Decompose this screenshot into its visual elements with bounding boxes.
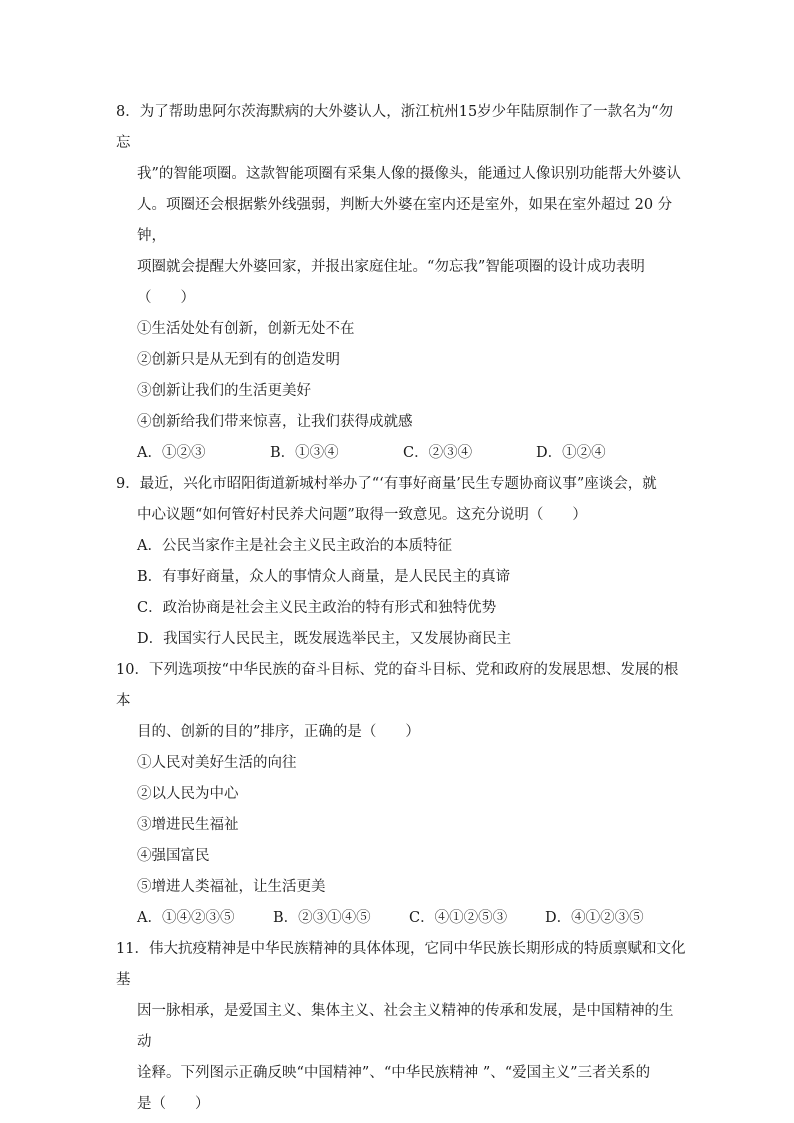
- statement-2: ②以人民为中心: [137, 786, 239, 802]
- stem-line: 因一脉相承，是爱国主义、集体主义、社会主义精神的传承和发展，是中国精神的生动: [137, 1003, 674, 1050]
- choice-c[interactable]: C．②③④: [403, 445, 473, 461]
- stem-line: 人。项圈还会根据紫外线强弱，判断大外婆在室内还是室外，如果在室外超过 20 分钟，: [137, 197, 673, 244]
- choice-c[interactable]: C．④①②⑤③: [409, 910, 508, 926]
- statement-4: ④创新给我们带来惊喜，让我们获得成就感: [137, 414, 413, 430]
- choice-d[interactable]: D．④①②③⑤: [545, 910, 644, 926]
- choice-a[interactable]: A．①④②③⑤: [137, 910, 235, 926]
- stem-line: 是（ ）: [137, 1096, 210, 1112]
- question-10: [116, 655, 686, 934]
- answer-choices: [116, 438, 686, 469]
- question-stem: 11．伟大抗疫精神是中华民族精神的具体体现，它同中华民族长期形成的特质禀赋和文化基: [116, 941, 686, 988]
- answer-choices: [116, 903, 686, 934]
- question-stem: 8．为了帮助患阿尔茨海默病的大外婆认人，浙江杭州15岁少年陆原制作了一款名为“勿忘: [116, 104, 674, 151]
- choice-a[interactable]: A．①②③: [137, 445, 206, 461]
- question-stem: 10．下列选项按“中华民族的奋斗目标、党的奋斗目标、党和政府的发展思想、发展的根本: [116, 662, 679, 709]
- option-c[interactable]: C．政治协商是社会主义民主政治的特有形式和独特优势: [137, 600, 497, 616]
- statement-4: ④强国富民: [137, 848, 210, 864]
- choice-d[interactable]: D．①②④: [536, 445, 606, 461]
- choice-b[interactable]: B．②③①④⑤: [273, 910, 371, 926]
- stem-line: 我”的智能项圈。这款智能项圈有采集人像的摄像头，能通过人像识别功能帮大外婆认: [137, 166, 681, 182]
- choice-b[interactable]: B．①③④: [270, 445, 339, 461]
- statement-5: ⑤增进人类福祉，让生活更美: [137, 879, 326, 895]
- question-stem: 9．最近，兴化市昭阳街道新城村举办了“‘有事好商量’民生专题协商议事”座谈会，就: [116, 476, 657, 492]
- stem-line: 目的、创新的目的”排序，正确的是（ ）: [137, 724, 420, 740]
- question-8: [116, 97, 686, 469]
- question-number: 8．: [116, 104, 140, 120]
- question-11: [116, 934, 686, 1120]
- option-d[interactable]: D．我国实行人民民主，既发展选举民主，又发展协商民主: [137, 631, 512, 647]
- question-number: 10．: [116, 662, 149, 678]
- statement-1: ①生活处处有创新，创新无处不在: [137, 321, 355, 337]
- question-number: 9．: [116, 476, 140, 492]
- statement-1: ①人民对美好生活的向往: [137, 755, 297, 771]
- option-b[interactable]: B．有事好商量，众人的事情众人商量，是人民民主的真谛: [137, 569, 511, 585]
- statement-3: ③增进民生福祉: [137, 817, 239, 833]
- statement-2: ②创新只是从无到有的创造发明: [137, 352, 340, 368]
- question-number: 11．: [116, 941, 149, 957]
- stem-line: 项圈就会提醒大外婆回家，并报出家庭住址。“勿忘我”智能项圈的设计成功表明（ ）: [137, 259, 645, 306]
- statement-3: ③创新让我们的生活更美好: [137, 383, 311, 399]
- stem-line: 中心议题“如何管好村民养犬问题”取得一致意见。这充分说明（ ）: [137, 507, 587, 523]
- option-a[interactable]: A．公民当家作主是社会主义民主政治的本质特征: [137, 538, 452, 554]
- stem-line: 诠释。下列图示正确反映“中国精神”、“中华民族精神 ”、“爱国主义”三者关系的: [137, 1065, 651, 1081]
- question-9: [116, 469, 686, 655]
- question-list: [116, 97, 686, 1120]
